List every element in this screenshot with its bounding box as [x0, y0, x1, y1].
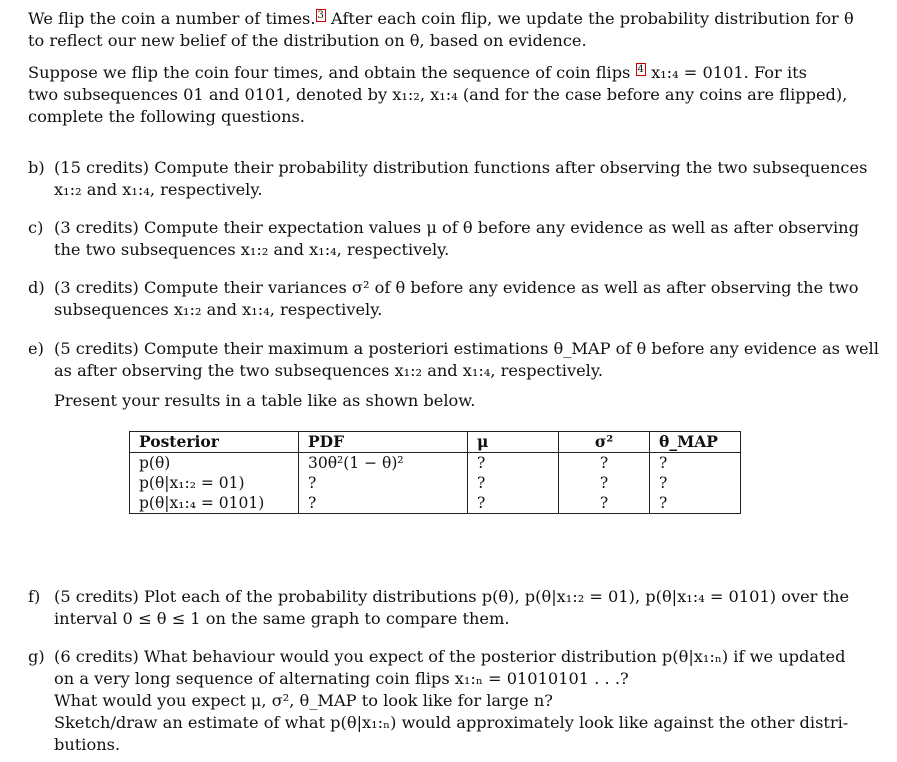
question-body: [54, 646, 848, 756]
question-extra-line: Present your results in a table like as shown below.: [54, 391, 476, 410]
table-row: [130, 453, 741, 474]
question-line: subsequences x₁:₂ and x₁:₄, respectively.: [54, 300, 383, 319]
question-body: [54, 277, 858, 321]
table-cell: ?: [559, 473, 650, 493]
intro-text-a: We flip the coin a number of times.: [28, 9, 316, 28]
question-line: on a very long sequence of alternating coin flips x₁:ₙ = 01010101 . . .?: [54, 669, 629, 688]
question-line: (15 credits) Compute their probability distribution functions after observing the two subsequences: [54, 158, 868, 177]
question-line: What would you expect μ, σ², θ_MAP to look like for large n?: [54, 691, 553, 710]
intro2-line-1: [28, 62, 836, 84]
question-label: d): [28, 278, 45, 297]
header-mu: μ: [468, 432, 559, 453]
header-theta-map: θ_MAP: [650, 432, 741, 453]
table-cell: 30θ²(1 − θ)²: [299, 453, 468, 474]
question-body: [54, 157, 867, 201]
question-body: [54, 338, 879, 412]
question-label: b): [28, 158, 45, 177]
table-cell: ?: [299, 473, 468, 493]
table-row: [130, 473, 741, 493]
table-header-row: [130, 432, 741, 453]
table-cell: ?: [559, 493, 650, 514]
question-body: [54, 586, 849, 630]
table-cell: ?: [468, 493, 559, 514]
results-table: [129, 431, 741, 514]
question-line: Sketch/draw an estimate of what p(θ|x₁:ₙ) would approximately look like against the other distri-: [54, 713, 849, 732]
question-line: x₁:₂ and x₁:₄, respectively.: [54, 180, 263, 199]
intro-paragraph-1: [28, 8, 854, 52]
footnote-marker-3[interactable]: 3: [317, 10, 324, 21]
table-cell: ?: [650, 453, 741, 474]
question-line: interval 0 ≤ θ ≤ 1 on the same graph to compare them.: [54, 609, 510, 628]
table-cell: p(θ|x₁:₂ = 01): [130, 473, 299, 493]
header-posterior: Posterior: [130, 432, 299, 453]
question-line: butions.: [54, 735, 121, 754]
question-line: as after observing the two subsequences x₁:₂ and x₁:₄, respectively.: [54, 361, 603, 380]
table-cell: ?: [559, 453, 650, 474]
table-row: [130, 493, 741, 514]
question-line: (3 credits) Compute their variances σ² of θ before any evidence as well as after observing the two: [54, 278, 859, 297]
question-line: (6 credits) What behaviour would you expect of the posterior distribution p(θ|x₁:ₙ) if we updated: [54, 647, 846, 666]
intro2-text-b: x₁:₄ = 0101. For its: [651, 63, 807, 82]
intro-paragraph-2: [28, 62, 848, 128]
question-line: (5 credits) Compute their maximum a posteriori estimations θ_MAP of θ before any evidence as well: [54, 339, 879, 358]
question-label: c): [28, 218, 44, 237]
intro2-line-2: two subsequences 01 and 0101, denoted by x₁:₂, x₁:₄ (and for the case before any coins are flipped),: [28, 85, 848, 104]
intro-line-1: [28, 8, 854, 30]
intro-line-2: to reflect our new belief of the distribution on θ, based on evidence.: [28, 31, 587, 50]
header-sigma2: σ²: [559, 432, 650, 453]
header-pdf: PDF: [299, 432, 468, 453]
table-cell: ?: [299, 493, 468, 514]
intro2-text-a: Suppose we flip the coin four times, and obtain the sequence of coin flips: [28, 63, 631, 82]
question-label: g): [28, 647, 45, 666]
intro2-line-3: complete the following questions.: [28, 107, 305, 126]
table-cell: ?: [468, 453, 559, 474]
table-cell: ?: [650, 473, 741, 493]
table-cell: p(θ|x₁:₄ = 0101): [130, 493, 299, 514]
question-body: [54, 217, 859, 261]
question-line: (3 credits) Compute their expectation values μ of θ before any evidence as well as after observing: [54, 218, 859, 237]
table-cell: ?: [468, 473, 559, 493]
footnote-marker-4[interactable]: 4: [637, 64, 644, 75]
table-cell: p(θ): [130, 453, 299, 474]
question-label: f): [28, 587, 41, 606]
question-line: the two subsequences x₁:₂ and x₁:₄, respectively.: [54, 240, 450, 259]
intro-text-b: After each coin flip, we update the probability distribution for θ: [325, 9, 854, 28]
table-cell: ?: [650, 493, 741, 514]
question-label: e): [28, 339, 44, 358]
question-line: (5 credits) Plot each of the probability distributions p(θ), p(θ|x₁:₂ = 01), p(θ|x₁:₄ = 0101) over the: [54, 587, 850, 606]
